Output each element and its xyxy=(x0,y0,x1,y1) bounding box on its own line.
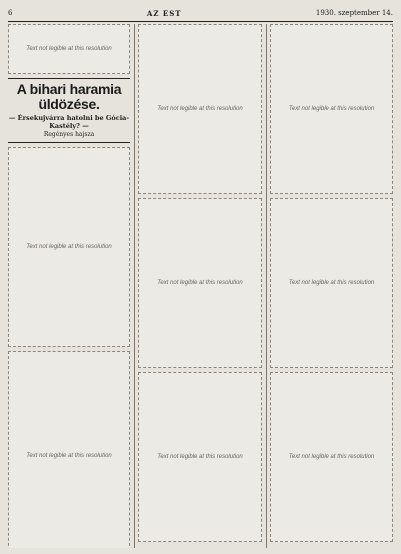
article-headline: A bihari haramia üldözése. xyxy=(16,81,122,112)
issue-date: 1930. szeptember 14. xyxy=(315,8,393,17)
article-text-block: Text not legible at this resolution xyxy=(8,351,130,548)
article-text-block: Text not legible at this resolution xyxy=(138,24,262,194)
column-left xyxy=(8,24,130,548)
article-text-block: Text not legible at this resolution xyxy=(270,24,393,194)
column-middle xyxy=(138,24,262,548)
article-text-block: Text not legible at this resolution xyxy=(270,198,393,368)
article-text-block: Text not legible at this resolution xyxy=(8,147,130,347)
page-number: 6 xyxy=(8,8,13,17)
column-separator xyxy=(266,24,267,548)
article-text-block: Text not legible at this resolution xyxy=(270,372,393,542)
article-subheading-2: Regényes hajsza xyxy=(43,131,95,138)
headline-box xyxy=(8,78,130,143)
column-separator xyxy=(134,24,135,548)
masthead: AZ EST xyxy=(146,8,182,18)
article-subheading: — Érsekujvárra hatolni be Gócia-Kastély? — xyxy=(8,114,130,130)
article-text-block: Text not legible at this resolution xyxy=(138,198,262,368)
article-text-block: Text not legible at this resolution xyxy=(8,24,130,74)
header-rule xyxy=(8,21,393,22)
article-text-block: Text not legible at this resolution xyxy=(138,372,262,542)
page-header xyxy=(8,6,393,20)
column-right xyxy=(270,24,393,548)
